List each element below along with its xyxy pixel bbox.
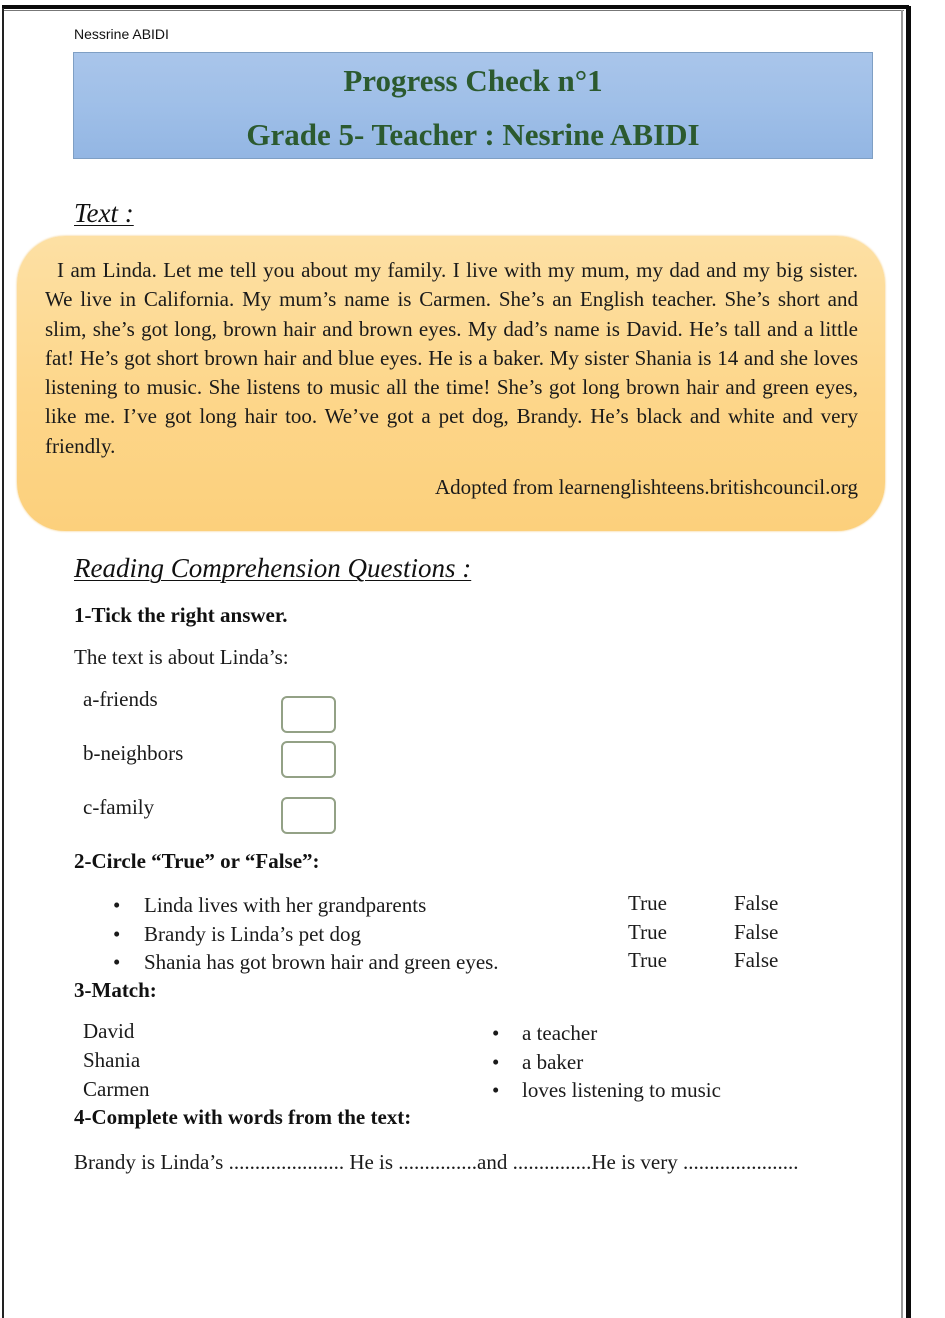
- q1-checkbox-family[interactable]: [281, 797, 336, 834]
- page-border-top-inner: [4, 10, 904, 11]
- page-subtitle: Grade 5- Teacher : Nesrine ABIDI: [246, 117, 700, 152]
- q2-true-option[interactable]: True: [628, 948, 667, 972]
- q2-true-option[interactable]: True: [628, 920, 667, 944]
- q1-checkbox-neighbors[interactable]: [281, 741, 336, 778]
- match-description: a teacher: [522, 1021, 598, 1045]
- q4-title: 4-Complete with words from the text:: [74, 1105, 412, 1129]
- q2-statement-row: [110, 922, 810, 950]
- q1-prompt: The text is about Linda’s:: [74, 645, 289, 669]
- q2-false-option[interactable]: False: [734, 891, 779, 915]
- text-heading: Text :: [74, 198, 134, 228]
- q2-statement: Linda lives with her grandparents: [144, 893, 427, 917]
- q1-option-label: a-friends: [83, 687, 158, 711]
- q1-option-label: c-family: [83, 795, 155, 819]
- q1-checkbox-friends[interactable]: [281, 696, 336, 733]
- match-name[interactable]: David: [83, 1019, 135, 1043]
- q2-false-option[interactable]: False: [734, 948, 779, 972]
- match-name[interactable]: Shania: [83, 1048, 141, 1072]
- q2-title: 2-Circle “True” or “False”:: [74, 849, 320, 873]
- q2-statement: Brandy is Linda’s pet dog: [144, 922, 361, 946]
- bullet-icon: •: [492, 1078, 500, 1102]
- q2-statement-row: [110, 893, 810, 921]
- q1-title: 1-Tick the right answer.: [74, 603, 288, 627]
- story-passage: I am Linda. Let me tell you about my family. I live with my mum, my dad and my big sister. We live in California. My mum’s name is Carmen. She’s an English teacher. She’s short and slim, she’s got long, brown hair and brown eyes. My dad’s name is David. He’s tall and a little fat! He’s got short brown hair and blue eyes. He is a baker. My sister Shania is 14 and she loves listening to music. She listens to music all the time! She’s got long brown hair and green eyes, like me. I’ve got long hair too. We’ve got a pet dog, Brandy. He’s black and white and very friendly.: [45, 258, 858, 458]
- q2-statement-row: [110, 950, 810, 978]
- story-source: Adopted from learnenglishteens.britishcouncil.org: [434, 475, 858, 499]
- match-description-item[interactable]: [492, 1078, 721, 1103]
- page-border-right-inner: [901, 10, 903, 1318]
- q4-fill-in-sentence[interactable]: Brandy is Linda’s ...................... He is ...............and ...............He is very ......................: [74, 1150, 799, 1174]
- q2-statement: Shania has got brown hair and green eyes.: [144, 950, 499, 974]
- bullet-icon: •: [113, 893, 121, 917]
- page-border-right: [906, 6, 911, 1318]
- bullet-icon: •: [492, 1050, 500, 1074]
- questions-heading: Reading Comprehension Questions :: [74, 553, 472, 583]
- q2-false-option[interactable]: False: [734, 920, 779, 944]
- match-description-item[interactable]: [492, 1021, 597, 1046]
- page-title: Progress Check n°1: [343, 63, 603, 98]
- bullet-icon: •: [492, 1021, 500, 1045]
- bullet-icon: •: [113, 922, 121, 946]
- bullet-icon: •: [113, 950, 121, 974]
- page-border-top: [2, 5, 909, 9]
- page-border-left: [2, 8, 4, 1318]
- match-description-item[interactable]: [492, 1050, 583, 1075]
- q3-title: 3-Match:: [74, 978, 157, 1002]
- q2-true-option[interactable]: True: [628, 891, 667, 915]
- match-description: a baker: [522, 1050, 584, 1074]
- match-description: loves listening to music: [522, 1078, 721, 1102]
- title-box: [73, 52, 873, 159]
- author-name: Nessrine ABIDI: [74, 26, 169, 42]
- match-name[interactable]: Carmen: [83, 1077, 150, 1101]
- q1-option-label: b-neighbors: [83, 741, 184, 765]
